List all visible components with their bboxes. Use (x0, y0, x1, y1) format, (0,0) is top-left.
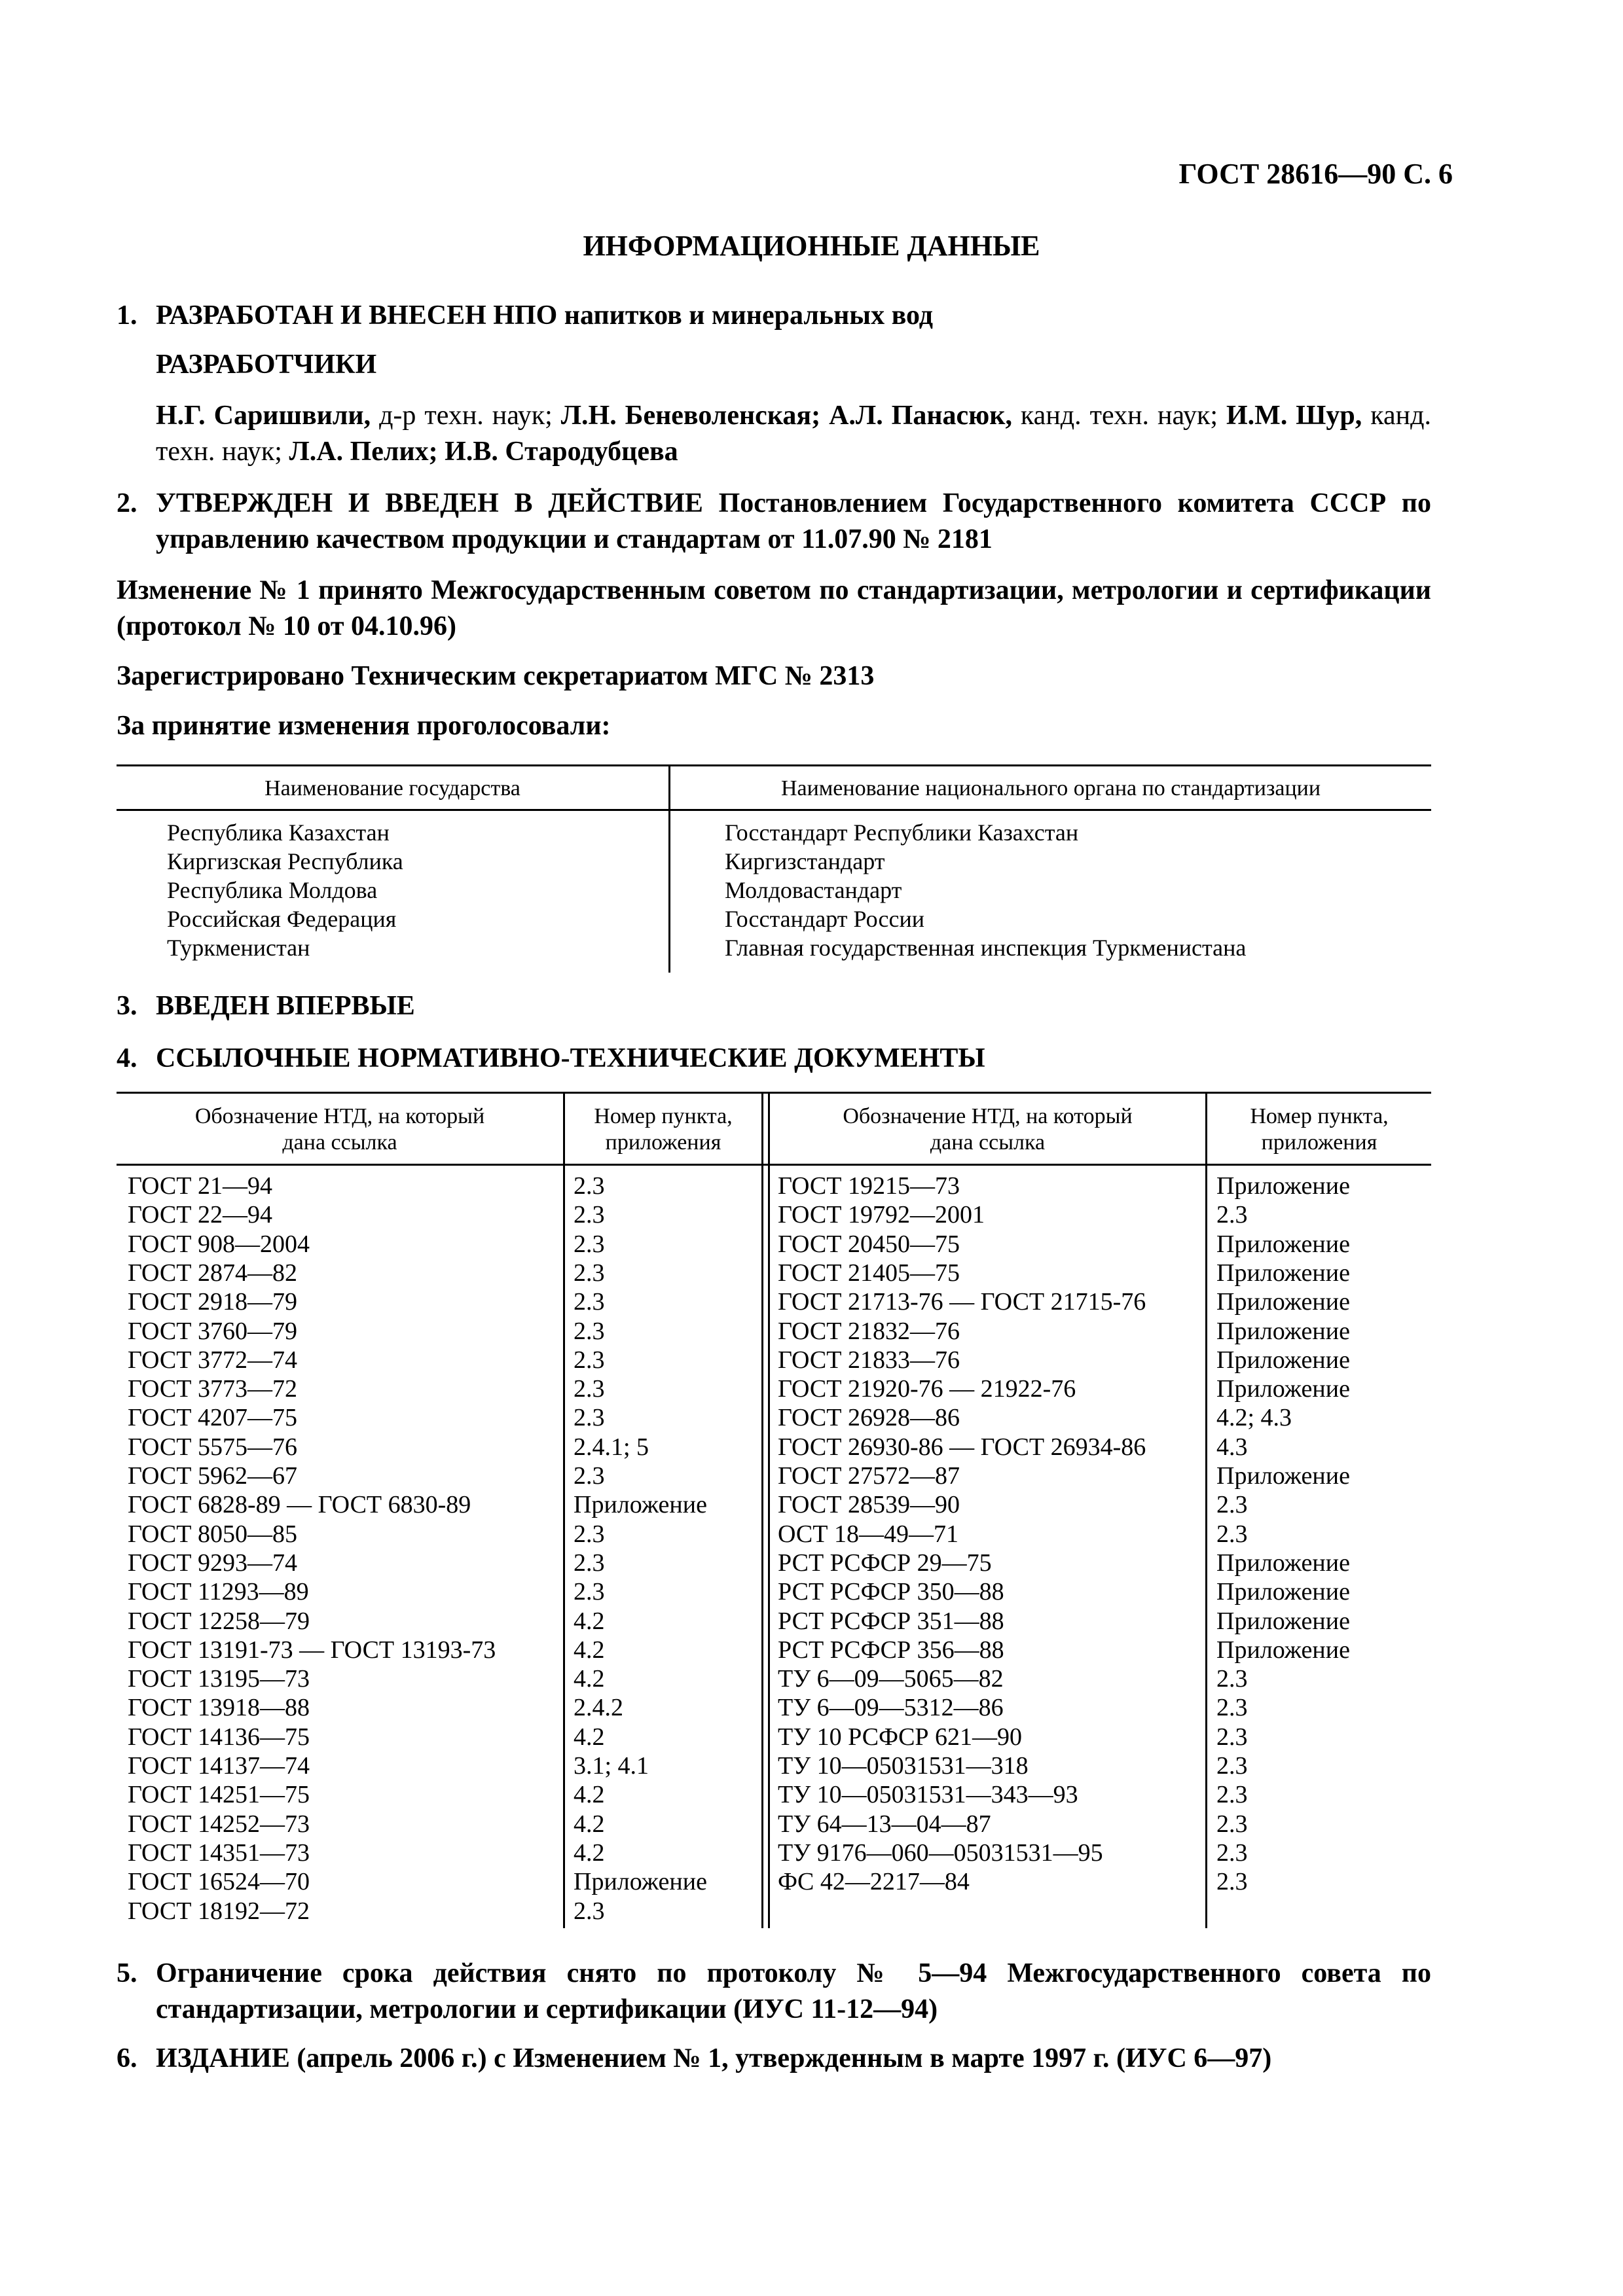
section-1-number: 1. (117, 300, 137, 331)
table-rule (117, 1092, 1431, 1094)
ref-doc-designation: ГОСТ 19792—2001 (778, 1201, 985, 1229)
developer-title: канд. техн. наук; (1012, 401, 1227, 431)
ref-doc-designation: ГОСТ 14351—73 (128, 1839, 310, 1867)
ref-header-line: Обозначение НТД, на который (194, 1104, 485, 1128)
ref-doc-designation: ГОСТ 21—94 (128, 1172, 272, 1200)
section-5-text: Ограничение срока действия снято по протоколу № 5—94 Межгосударственного совета по стандартизации, метрологии и сертификации (ИУС 11-12—94) (156, 1958, 1431, 2024)
ref-doc-designation: ГОСТ 5962—67 (128, 1462, 297, 1490)
section-2-text: Постановлением Государственного комитета СССР по управлению качеством продукции и стандартам от 11.07.90 № 2181 (156, 488, 1432, 554)
section-4-number: 4. (117, 1043, 137, 1073)
ref-clause-number: Приложение (1216, 1346, 1350, 1374)
ref-header-line: Номер пункта, (594, 1104, 733, 1128)
section-3-number: 3. (117, 991, 137, 1021)
ref-clause-number: Приложение (1216, 1172, 1350, 1200)
ref-clause-number: 2.3 (1216, 1868, 1248, 1896)
vote-state: Российская Федерация (167, 906, 397, 932)
ref-clause-number: Приложение (1216, 1462, 1350, 1490)
ref-doc-designation: ГОСТ 28539—90 (778, 1491, 960, 1519)
ref-doc-designation: ТУ 6—09—5065—82 (778, 1665, 1004, 1693)
ref-clause-number: Приложение (1216, 1578, 1350, 1606)
section-1-text: РАЗРАБОТАН И ВНЕСЕН НПО напитков и минеральных вод (156, 300, 934, 331)
table-column-divider (761, 1092, 763, 1928)
ref-clause-number: 2.3 (574, 1404, 605, 1432)
section-3-text: ВВЕДЕН ВПЕРВЫЕ (156, 991, 415, 1021)
ref-clause-number: 2.3 (574, 1549, 605, 1577)
section-6 (117, 2041, 1431, 2077)
ref-clause-number: Приложение (1216, 1230, 1350, 1258)
section-6-text: ИЗДАНИЕ (апрель 2006 г.) с Изменением № 1, утвержденным в марте 1997 г. (ИУС 6—97) (156, 2043, 1272, 2073)
developer-name: И.М. Шур, (1226, 401, 1362, 431)
ref-header-line: приложения (605, 1130, 721, 1155)
ref-clause-number: 2.3 (574, 1897, 605, 1925)
ref-clause-number: Приложение (574, 1491, 707, 1519)
section-6-number: 6. (117, 2043, 137, 2073)
ref-clause-number: 4.2 (574, 1723, 605, 1751)
ref-doc-designation: ГОСТ 8050—85 (128, 1520, 297, 1548)
section-1 (117, 298, 1431, 334)
ref-clause-number: 4.3 (1216, 1433, 1248, 1461)
ref-clause-number: Приложение (1216, 1607, 1350, 1635)
ref-doc-designation: ГОСТ 21920-76 — 21922-76 (778, 1375, 1076, 1403)
ref-doc-designation: ГОСТ 13191-73 — ГОСТ 13193-73 (128, 1636, 496, 1664)
ref-doc-designation: ГОСТ 3760—79 (128, 1317, 297, 1345)
ref-doc-designation: ГОСТ 2918—79 (128, 1288, 297, 1316)
ref-clause-number: 2.3 (1216, 1665, 1248, 1693)
ref-header-line: дана ссылка (930, 1130, 1046, 1155)
ref-clause-number: 2.3 (1216, 1201, 1248, 1229)
vote-body: Главная государственная инспекция Туркменистана (725, 935, 1247, 961)
ref-clause-number: Приложение (574, 1868, 707, 1896)
ref-clause-number: 4.2 (574, 1607, 605, 1635)
section-2-lead: УТВЕРЖДЕН И ВВЕДЕН В ДЕЙСТВИЕ (156, 488, 703, 518)
ref-doc-designation: ГОСТ 19215—73 (778, 1172, 960, 1200)
ref-clause-number: 2.3 (574, 1578, 605, 1606)
ref-header-line: дана ссылка (282, 1130, 397, 1155)
ref-doc-designation: ТУ 10 РСФСР 621—90 (778, 1723, 1023, 1751)
developer-title: канд. техн. наук; (156, 401, 1431, 467)
ref-clause-number: 2.3 (574, 1230, 605, 1258)
ref-clause-number: 2.3 (1216, 1839, 1248, 1867)
ref-clause-number: 2.3 (1216, 1810, 1248, 1838)
ref-doc-designation: ГОСТ 18192—72 (128, 1897, 310, 1925)
developers-heading: РАЗРАБОТЧИКИ (156, 350, 377, 380)
ref-clause-number: 2.3 (574, 1520, 605, 1548)
ref-doc-designation: ГОСТ 12258—79 (128, 1607, 310, 1635)
vote-state: Республика Молдова (167, 877, 378, 903)
ref-clause-number: 4.2 (574, 1781, 605, 1809)
ref-doc-designation: РСТ РСФСР 350—88 (778, 1578, 1004, 1606)
vote-state: Киргизская Республика (167, 848, 403, 874)
ref-clause-number: 4.2 (574, 1839, 605, 1867)
section-5-number: 5. (117, 1958, 137, 1988)
ref-doc-designation: ТУ 9176—060—05031531—95 (778, 1839, 1103, 1867)
ref-doc-designation: ГОСТ 27572—87 (778, 1462, 960, 1490)
section-3 (117, 988, 1431, 1024)
vote-body: Госстандарт Республики Казахстан (725, 819, 1079, 846)
ref-doc-designation: ГОСТ 11293—89 (128, 1578, 309, 1606)
table-column-divider (563, 1092, 565, 1928)
table-column-divider (768, 1092, 770, 1928)
ref-clause-number: 2.3 (574, 1462, 605, 1490)
page-header-ref: ГОСТ 28616—90 С. 6 (1178, 158, 1453, 190)
ref-clause-number: 2.3 (574, 1346, 605, 1374)
vote-header-body: Наименование национального органа по стандартизации (780, 776, 1321, 800)
ref-clause-number: 2.3 (574, 1172, 605, 1200)
ref-clause-number: 2.3 (1216, 1694, 1248, 1722)
ref-header-line: приложения (1261, 1130, 1377, 1155)
ref-clause-number: 2.3 (574, 1317, 605, 1345)
ref-clause-number: 2.3 (574, 1288, 605, 1316)
ref-doc-designation: ГОСТ 2874—82 (128, 1259, 297, 1287)
vote-header-state: Наименование государства (264, 776, 520, 800)
table-column-divider (1205, 1092, 1207, 1928)
ref-clause-number: Приложение (1216, 1549, 1350, 1577)
ref-clause-number: 2.3 (1216, 1520, 1248, 1548)
ref-doc-designation: РСТ РСФСР 351—88 (778, 1607, 1004, 1635)
ref-doc-designation: ГОСТ 14251—75 (128, 1781, 310, 1809)
ref-doc-designation: ГОСТ 21713-76 — ГОСТ 21715-76 (778, 1288, 1146, 1316)
page-title: ИНФОРМАЦИОННЫЕ ДАННЫЕ (583, 230, 1040, 262)
ref-doc-designation: ГОСТ 26930-86 — ГОСТ 26934-86 (778, 1433, 1146, 1461)
table-rule (117, 809, 1431, 811)
ref-doc-designation: ГОСТ 9293—74 (128, 1549, 297, 1577)
ref-doc-designation: ГОСТ 4207—75 (128, 1404, 297, 1432)
developer-name: А.Л. Панасюк, (829, 401, 1012, 431)
ref-clause-number: Приложение (1216, 1636, 1350, 1664)
ref-doc-designation: ТУ 64—13—04—87 (778, 1810, 991, 1838)
section-2-number: 2. (117, 488, 137, 518)
ref-doc-designation: ГОСТ 21832—76 (778, 1317, 960, 1345)
ref-doc-designation: ФС 42—2217—84 (778, 1868, 970, 1896)
developers-list (156, 398, 1431, 470)
section-4-text: ССЫЛОЧНЫЕ НОРМАТИВНО-ТЕХНИЧЕСКИЕ ДОКУМЕНТЫ (156, 1043, 985, 1073)
table-rule (117, 764, 1431, 766)
ref-doc-designation: ГОСТ 908—2004 (128, 1230, 310, 1258)
ref-header-doc (770, 1103, 1205, 1156)
voted-heading: За принятие изменения проголосовали: (117, 711, 611, 741)
ref-clause-number: 4.2 (574, 1665, 605, 1693)
ref-clause-number: Приложение (1216, 1317, 1350, 1345)
section-2 (117, 486, 1432, 558)
ref-doc-designation: ТУ 10—05031531—318 (778, 1752, 1029, 1780)
vote-body: Госстандарт России (725, 906, 924, 932)
developer-name: Н.Г. Саришвили, (156, 401, 371, 431)
table-rule (117, 1164, 1431, 1166)
ref-header-line: Номер пункта, (1250, 1104, 1389, 1128)
ref-clause-number: 2.3 (574, 1259, 605, 1287)
section-4 (117, 1041, 1431, 1077)
ref-clause-number: 4.2 (574, 1636, 605, 1664)
ref-doc-designation: ТУ 6—09—5312—86 (778, 1694, 1004, 1722)
ref-header-clause (1207, 1103, 1431, 1156)
vote-state: Республика Казахстан (167, 819, 390, 846)
registration-note: Зарегистрировано Техническим секретариатом МГС № 2313 (117, 661, 875, 691)
ref-clause-number: 4.2; 4.3 (1216, 1404, 1292, 1432)
vote-body: Молдовастандарт (725, 877, 902, 903)
ref-doc-designation: ОСТ 18—49—71 (778, 1520, 958, 1548)
ref-clause-number: Приложение (1216, 1259, 1350, 1287)
developer-name: И.В. Стародубцева (445, 437, 678, 467)
ref-doc-designation: ГОСТ 20450—75 (778, 1230, 960, 1258)
ref-clause-number: 2.3 (1216, 1781, 1248, 1809)
section-5 (117, 1956, 1431, 2028)
ref-doc-designation: ГОСТ 3773—72 (128, 1375, 297, 1403)
ref-header-line: Обозначение НТД, на который (843, 1104, 1133, 1128)
ref-doc-designation: ГОСТ 13195—73 (128, 1665, 310, 1693)
ref-clause-number: 2.3 (1216, 1723, 1248, 1751)
ref-clause-number: Приложение (1216, 1375, 1350, 1403)
vote-state: Туркменистан (167, 935, 310, 961)
ref-doc-designation: ГОСТ 6828-89 — ГОСТ 6830-89 (128, 1491, 471, 1519)
ref-clause-number: 4.2 (574, 1810, 605, 1838)
ref-doc-designation: РСТ РСФСР 356—88 (778, 1636, 1004, 1664)
ref-doc-designation: ГОСТ 3772—74 (128, 1346, 297, 1374)
ref-header-doc (117, 1103, 563, 1156)
ref-clause-number: 2.3 (574, 1375, 605, 1403)
ref-doc-designation: ГОСТ 21405—75 (778, 1259, 960, 1287)
ref-doc-designation: ГОСТ 14137—74 (128, 1752, 310, 1780)
ref-doc-designation: ГОСТ 13918—88 (128, 1694, 310, 1722)
ref-doc-designation: ГОСТ 22—94 (128, 1201, 272, 1229)
ref-clause-number: Приложение (1216, 1288, 1350, 1316)
vote-body: Киргизстандарт (725, 848, 885, 874)
developer-name: Л.А. Пелих; (289, 437, 445, 467)
amendment-note: Изменение № 1 принято Межгосударственным советом по стандартизации, метрологии и сертификации (протокол № 10 от 04.10.96) (117, 575, 1431, 641)
ref-clause-number: 2.4.2 (574, 1694, 623, 1722)
ref-clause-number: 2.3 (574, 1201, 605, 1229)
ref-header-clause (565, 1103, 761, 1156)
ref-clause-number: 3.1; 4.1 (574, 1752, 649, 1780)
ref-doc-designation: ГОСТ 26928—86 (778, 1404, 960, 1432)
ref-clause-number: 2.3 (1216, 1752, 1248, 1780)
ref-clause-number: 2.4.1; 5 (574, 1433, 649, 1461)
ref-doc-designation: ГОСТ 14252—73 (128, 1810, 310, 1838)
ref-doc-designation: ГОСТ 16524—70 (128, 1868, 310, 1896)
ref-doc-designation: ТУ 10—05031531—343—93 (778, 1781, 1078, 1809)
ref-doc-designation: ГОСТ 14136—75 (128, 1723, 310, 1751)
ref-doc-designation: ГОСТ 5575—76 (128, 1433, 297, 1461)
ref-clause-number: 2.3 (1216, 1491, 1248, 1519)
developer-name: Л.Н. Беневоленская; (560, 401, 830, 431)
ref-doc-designation: ГОСТ 21833—76 (778, 1346, 960, 1374)
ref-doc-designation: РСТ РСФСР 29—75 (778, 1549, 992, 1577)
developer-title: д-р техн. наук; (371, 401, 561, 431)
